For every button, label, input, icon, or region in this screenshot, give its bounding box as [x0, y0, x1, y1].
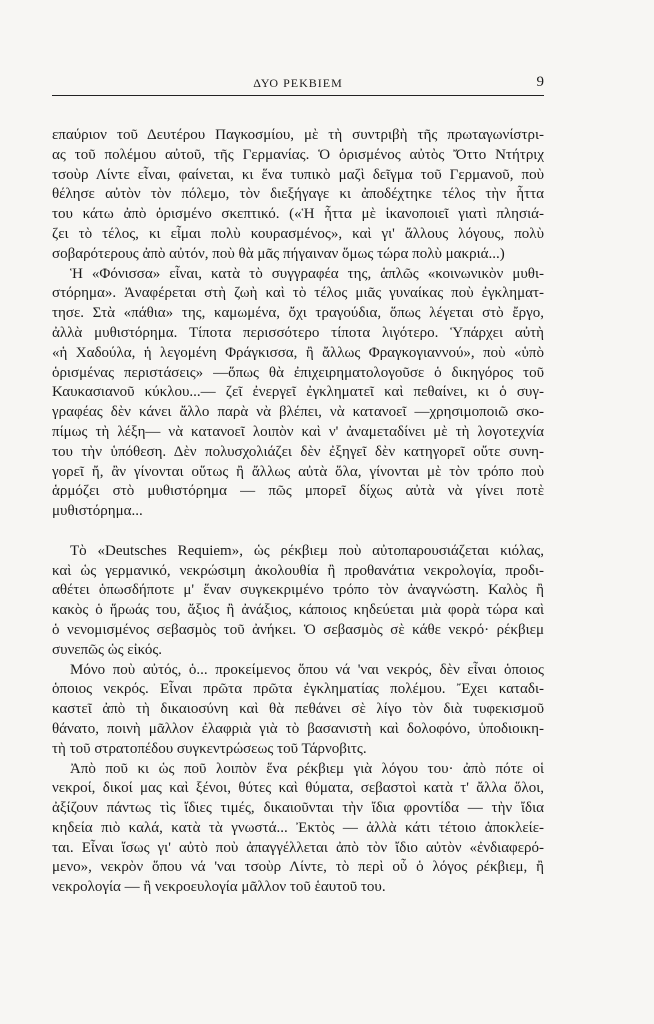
- text-line: πίμως τὴ λέξη— νὰ κατανοεῖ λοιπὸν καὶ ν' ἀναμεταδίνει μὲ τὴ λογοτεχνία: [52, 423, 544, 440]
- text-line: νεκρολογία — ἢ νεκροευλογία μᾶλλον τοῦ ἑαυτοῦ του.: [52, 879, 386, 896]
- text-line: ἀλλὰ μυθιστόρημα. Τίποτα περισσότερο τίποτα λιγότερο. Ὑπάρχει αὐτὴ: [52, 324, 544, 341]
- text-line: επαύριον τοῦ Δευτέρου Παγκοσμίου, μὲ τὴ συντριβὴ τῆς πρωταγωνίστρι-: [52, 127, 544, 143]
- paragraph: [52, 126, 544, 265]
- text-line: του τὴν ὑπόθεση. Δὲν πολυσχολιάζει δὲν ἐξηγεῖ δὲν κατηγορεῖ οὔτε συνη-: [52, 443, 544, 460]
- text-line: αθέτει ὁπωσδήποτε μ' ἕναν συγκεκριμένο τρόπο τὸν ἀναγνώστη. Καλὸς ἢ: [52, 582, 544, 599]
- text-line: Μόνο ποὺ αὐτός, ὁ... προκείμενος ὅπου νά 'ναι νεκρός, δὲν εἶναι ὁποιος: [70, 661, 544, 678]
- text-line: ὁποιος νεκρός. Εἶναι πρῶτα πρῶτα ἐγκληματίας πολέμου. Ἔχει καταδι-: [52, 681, 544, 698]
- text-line: ται. Εἶναι ἴσως γι' αὐτὸ ποὺ ἀπαγγέλλεται ἀπὸ τὸν ἴδιο αὐτὸν «ἐνδιαφερό-: [52, 839, 544, 856]
- text-line: μενο», νεκρὸν ὅπου νά 'ναι τσοὺρ Λίντε, τὸ περὶ οὗ ὁ λόγος ρέκβιεμ, ἢ: [52, 859, 544, 876]
- paragraph-gap: [52, 522, 544, 542]
- text-line: τὴ τοῦ στρατοπέδου συγκεντρώσεως τοῦ Τάρνοβιτς.: [52, 740, 367, 757]
- body-text: [52, 126, 544, 898]
- text-line: τησε. Στὰ «πάθια» της, καμωμένα, ὄχι τραγούδια, ὅπως λέγεται στὸ ἔργο,: [52, 305, 544, 322]
- text-line: τσοὺρ Λίντε εἶναι, φαίνεται, κι ἕνα τυπικὸ μαζὶ δεῖγμα τοῦ Γερμανοῦ, ποὺ: [52, 166, 544, 183]
- paragraph: [52, 661, 544, 760]
- header-rule: [52, 95, 544, 96]
- page-header: [52, 76, 544, 98]
- text-line: Καυκασιανοῦ κύκλου...— ζεῖ ἐνεργεῖ ἐγκληματεῖ καὶ πεθαίνει, κι ὁ συγ-: [52, 384, 544, 401]
- text-line: καστεῖ ἀπὸ τὴ δικαιοσύνη καὶ θὰ πεθάνει σὲ λίγο τὸν διὰ τυφεκισμοῦ: [52, 701, 544, 718]
- text-line: θέλησε αὐτὸν τὸν πόλεμο, τὸν διεξήγαγε κι ἀποδέχτηκε τέλος τὴν ἧττα: [52, 186, 544, 203]
- text-line: του κάτω ἀπὸ ὁρισμένο σκεπτικό. («Ἡ ἧττα μὲ ἱκανοποιεῖ γιατὶ πλησιά-: [52, 206, 544, 223]
- text-line: Ἀπὸ ποῦ κι ὡς ποῦ λοιπὸν ἕνα ρέκβιεμ γιὰ λόγου του· ἀπὸ πότε οἱ: [70, 760, 544, 777]
- text-line: Τὸ «Deutsches Requiem», ὡς ρέκβιεμ ποὺ αὐτοπαρουσιάζεται κιόλας,: [70, 542, 544, 559]
- text-line: Ἡ «Φόνισσα» εἶναι, κατὰ τὸ συγγραφέα της, ἁπλῶς «κοινωνικὸν μυθι-: [70, 265, 544, 282]
- text-line: ὁ νενομισμένος σεβασμὸς τοῦ ἀνήκει. Ὁ σεβασμὸς σὲ κάθε νεκρό· ρέκβιεμ: [52, 621, 544, 638]
- text-line: γραφέας δὲν κάνει ἄλλο παρὰ νὰ βλέπει, νὰ κατανοεῖ —χρησιμοποιῶ σκο-: [52, 404, 544, 421]
- text-line: ας τοῦ πολέμου αὐτοῦ, τῆς Γερμανίας. Ὁ ὁρισμένος αὐτὸς Ὄττο Ντήτριχ: [52, 146, 544, 163]
- running-title: ΔΥΟ ΡΕΚΒΙΕΜ: [253, 76, 343, 90]
- text-line: «ἡ Χαδούλα, ἡ λεγομένη Φράγκισσα, ἢ ἄλλως Φραγκογιαννού», ποὺ «ὑπὸ: [52, 344, 544, 361]
- text-line: κακὸς ὁ ἥρωάς του, ἄξιος ἢ ἀνάξιος, κάποιος κηδεύεται μιὰ φορὰ τώρα καὶ: [52, 602, 544, 619]
- text-line: σοβαρότερους ἀπὸ αὐτόν, ποὺ θὰ μᾶς πήγαιναν ὅμως τώρα πολὺ μακριά...): [52, 245, 505, 262]
- paragraph: [52, 760, 544, 899]
- text-line: ἁρμόζει στὸ μυθιστόρημα — πῶς μπορεῖ δίχως αὐτὰ νὰ γίνει ποτὲ: [52, 483, 544, 500]
- text-line: γορεῖ ἤ, ἂν γίνονται οὕτως ἢ ἄλλως αὐτὰ ὅλα, γίνονται μὲ τὸν τρόπο ποὺ: [52, 463, 544, 480]
- text-line: στόρημα». Ἀναφέρεται στὴ ζωὴ καὶ τὸ τέλος μιᾶς γυναίκας ποὺ ἐγκληματ-: [52, 285, 544, 302]
- paragraph: [52, 542, 544, 661]
- text-line: ὁρισμένας περιστάσεις» —ὅπως θὰ ἐπιχειρηματολογοῦσε ὁ δικηγόρος τοῦ: [52, 364, 544, 381]
- text-line: ζει τὸ τέλος, κι εἶμαι πολὺ κουρασμένος», καὶ γι' ἄλλους λόγους, πολὺ: [52, 225, 544, 242]
- text-line: ἀξίζουν πάντως τὶς ἴδιες τιμές, δικαιοῦνται τὴν ἴδια φροντίδα — τὴν ἴδια: [52, 800, 544, 817]
- text-line: καὶ ὡς γερμανικό, νεκρώσιμη ἀκολουθία ἢ προθανάτια νεκρολογία, προδι-: [52, 562, 544, 579]
- text-line: νεκροί, δικοί μας καὶ ξένοι, θύτες καὶ θύματα, σεβαστοὶ κατὰ τ' ἄλλα ὅλοι,: [52, 780, 544, 797]
- paragraph: [52, 265, 544, 522]
- text-line: κηδεία πιὸ καλά, κατὰ τὰ γνωστά... Ἐκτὸς — ἀλλὰ κάτι τέτοιο ἀποκλείε-: [52, 819, 544, 836]
- page-number: 9: [536, 74, 544, 90]
- text-line: μυθιστόρημα...: [52, 503, 143, 520]
- text-line: συνεπῶς ὡς εἰκός.: [52, 641, 163, 658]
- text-line: θάνατο, ποινὴ μᾶλλον ἐλαφριὰ γιὰ τὸ βασανιστὴ καὶ δολοφόνο, ὑποδιοικη-: [52, 720, 544, 737]
